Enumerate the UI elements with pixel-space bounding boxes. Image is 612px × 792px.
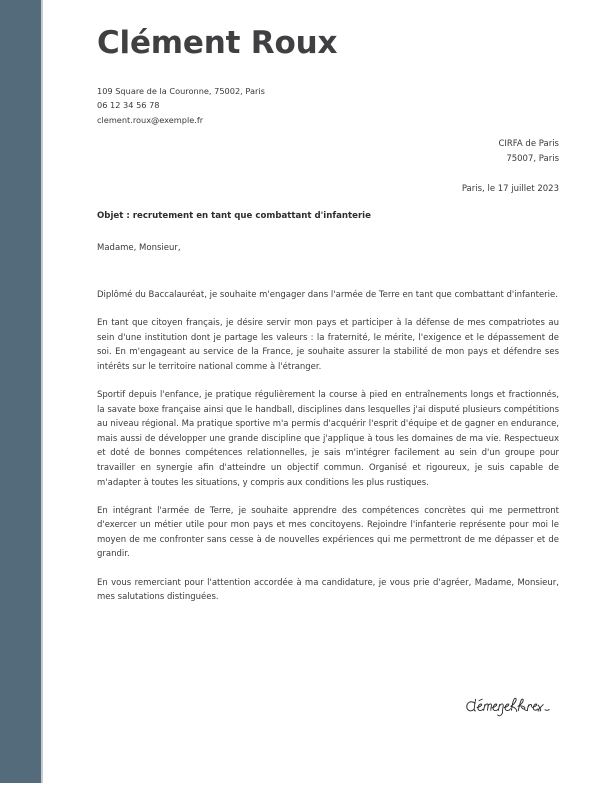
- letter-body: [97, 288, 559, 605]
- contact-phone: 06 12 34 56 78: [97, 100, 160, 111]
- recipient-city: 75007, Paris: [506, 154, 559, 164]
- letter-salutation: Madame, Monsieur,: [97, 243, 181, 253]
- body-paragraph: Sportif depuis l'enfance, je pratique régulièrement la course à pied en entraînements longs et fractionnés, la savate boxe française ainsi que le handball, disciplines dans lesquelles j'ai disputé plusieurs compétitions au niveau régional. Ma pratique sportive m'a permis d'acquérir l'esprit d'équipe et de gagner en endurance, mais aussi de développer une grande discipline que j'applique à tous les domaines de ma vie. Respectueux et doté de bonnes compétences relationnelles, je sais m'intégrer facilement au sein d'un groupe pour travailler en synergie afin d'atteindre un objectif commun. Organisé et rigoureux, je suis capable de m'adapter à toutes les situations, y compris aux conditions les plus rustiques.: [97, 389, 559, 488]
- recipient-organization: CIRFA de Paris: [498, 139, 559, 149]
- letter-content: [97, 0, 559, 792]
- body-paragraph: Diplômé du Baccalauréat, je souhaite m'engager dans l'armée de Terre en tant que combattant d'infanterie.: [97, 290, 558, 300]
- contact-address: 109 Square de la Couronne, 75002, Paris: [97, 86, 265, 96]
- body-paragraph: En vous remerciant pour l'attention accordée à ma candidature, je vous prie d'agréer, Madame, Monsieur, mes salutations distinguées.: [97, 577, 559, 603]
- letter-date: Paris, le 17 juillet 2023: [461, 184, 559, 194]
- contact-block: [97, 84, 265, 127]
- body-paragraph: En tant que citoyen français, je désire servir mon pays et participer à la défense de mes compatriotes au sein d'une institution dont je partage les valeurs : la fraternité, le mérite, l'exigence et le dépassement de soi. En m'engageant au service de la France, je souhaite assurer la stabilité de mon pays et défendre ses intérêts sur le territoire national comme à l'étranger.: [97, 318, 559, 372]
- page-title: Clément Roux: [97, 25, 338, 61]
- body-paragraph: En intégrant l'armée de Terre, je souhaite apprendre des compétences concrètes qui me permettront d'exercer un métier utile pour mon pays et mes concitoyens. Rejoindre l'infanterie représente pour moi le moyen de me confronter sans cesse à de nouvelles expériences qui me permettront de me dépasser et de grandir.: [97, 505, 559, 560]
- decorative-sidebar-band: [0, 0, 43, 783]
- signature-image: [461, 692, 557, 724]
- contact-email: clement.roux@exemple.fr: [97, 114, 204, 125]
- letter-subject: Objet : recrutement en tant que combattant d'infanterie: [97, 211, 371, 221]
- recipient-block: [498, 137, 559, 167]
